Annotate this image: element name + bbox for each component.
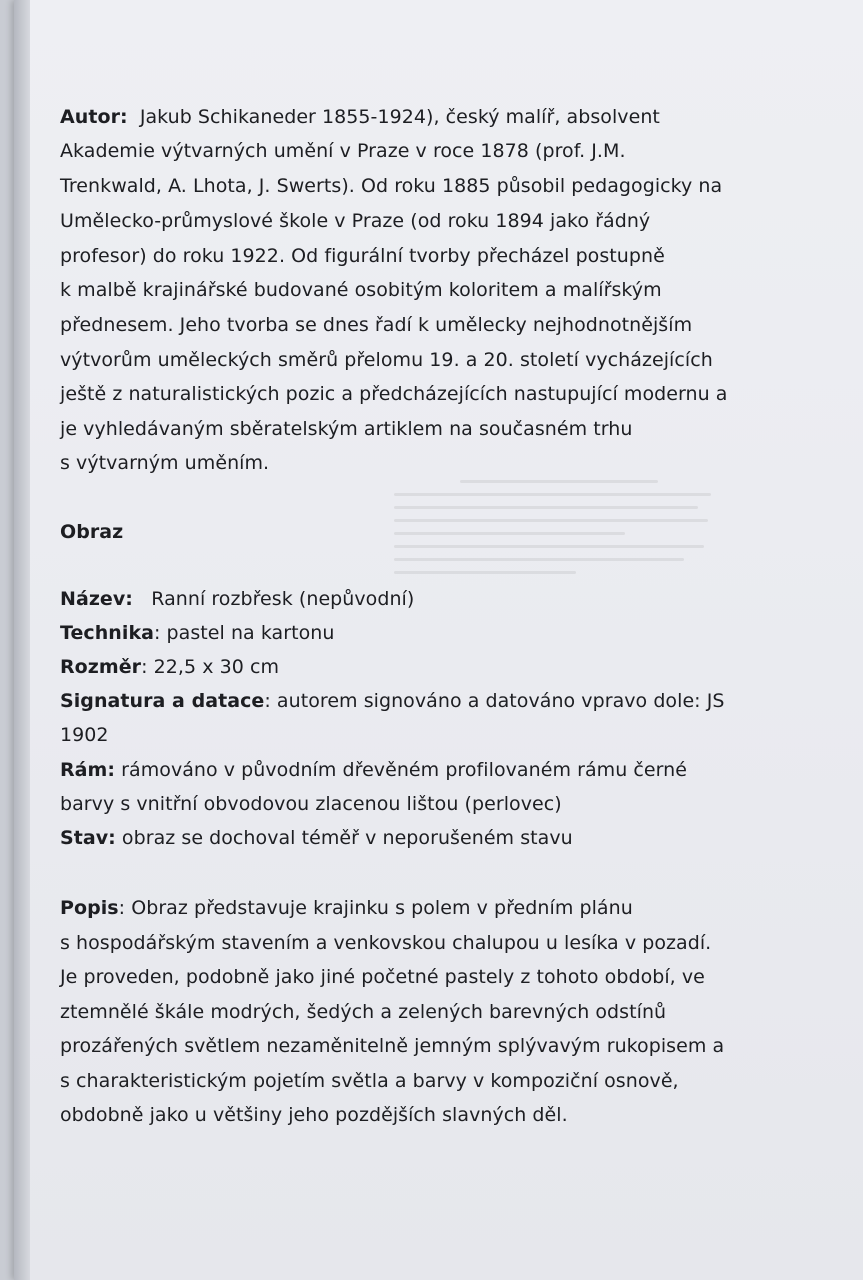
stav-line xyxy=(60,827,573,849)
signatura-value: : autorem signováno a datováno vpravo dole: JS xyxy=(264,690,725,712)
popis-text-line: obdobně jako u většiny jeho pozdějších slavných děl. xyxy=(60,1104,568,1126)
rozmer-value: : 22,5 x 30 cm xyxy=(141,656,280,678)
autor-label: Autor: xyxy=(60,106,128,128)
ram-value-cont: barvy s vnitřní obvodovou zlacenou lištou (perlovec) xyxy=(60,793,562,815)
autor-line-1 xyxy=(60,106,660,128)
popis-label: Popis xyxy=(60,897,119,919)
autor-text-line: ještě z naturalistických pozic a předcházejících nastupující modernu a xyxy=(60,383,728,405)
obraz-heading: Obraz xyxy=(60,521,124,543)
ram-value: rámováno v původním dřevěném profilovaném rámu černé xyxy=(115,759,687,781)
ram-label: Rám: xyxy=(60,759,116,781)
nazev-line xyxy=(60,588,414,610)
autor-text-line: s výtvarným uměním. xyxy=(60,452,270,474)
popis-text-line: prozářených světlem nezaměnitelně jemným splývavým rukopisem a xyxy=(60,1035,725,1057)
autor-text-line: Umělecko-průmyslové škole v Praze (od roku 1894 jako řádný xyxy=(60,210,651,232)
popis-line-1 xyxy=(60,897,633,919)
rozmer-line xyxy=(60,656,279,678)
autor-text-line: výtvorům uměleckých směrů přelomu 19. a 20. století vycházejících xyxy=(60,349,713,371)
autor-text-line: Akademie výtvarných umění v Praze v roce 1878 (prof. J.M. xyxy=(60,140,626,162)
popis-text-line: Je proveden, podobně jako jiné početné pastely z tohoto období, ve xyxy=(60,966,705,988)
autor-text-line: Trenkwald, A. Lhota, J. Swerts). Od roku 1885 působil pedagogicky na xyxy=(60,175,723,197)
autor-text-line: k malbě krajinářské budované osobitým koloritem a malířským xyxy=(60,279,662,301)
rozmer-label: Rozměr xyxy=(60,656,142,678)
ram-line xyxy=(60,759,687,781)
stav-label: Stav: xyxy=(60,827,116,849)
technika-label: Technika xyxy=(60,622,155,644)
autor-text-line: Jakub Schikaneder 1855-1924), český malíř, absolvent xyxy=(139,106,660,128)
autor-text-line: přednesem. Jeho tvorba se dnes řadí k umělecky nejhodnotnějším xyxy=(60,314,693,336)
popis-text-line: s charakteristickým pojetím světla a barvy v kompoziční osnově, xyxy=(60,1070,679,1092)
signatura-value-cont: 1902 xyxy=(60,724,109,746)
nazev-value: Ranní rozbřesk (nepůvodní) xyxy=(151,588,415,610)
signatura-line xyxy=(60,690,724,712)
popis-first: : Obraz představuje krajinku s polem v předním plánu xyxy=(118,897,633,919)
autor-text-line: je vyhledávaným sběratelským artiklem na současném trhu xyxy=(60,418,633,440)
signatura-label: Signatura a datace xyxy=(60,690,265,712)
technika-value: : pastel na kartonu xyxy=(154,622,335,644)
stav-value: obraz se dochoval téměř v neporušeném stavu xyxy=(115,827,573,849)
popis-text-line: ztemnělé škále modrých, šedých a zelených barevných odstínů xyxy=(60,1001,667,1023)
autor-text-line: profesor) do roku 1922. Od figurální tvorby přecházel postupně xyxy=(60,245,665,267)
nazev-label: Název: xyxy=(60,588,133,610)
show-through-text xyxy=(394,470,724,630)
page-edge-shadow xyxy=(14,0,30,1280)
technika-line xyxy=(60,622,334,644)
popis-text-line: s hospodářským stavením a venkovskou chalupou u lesíka v pozadí. xyxy=(60,932,712,954)
